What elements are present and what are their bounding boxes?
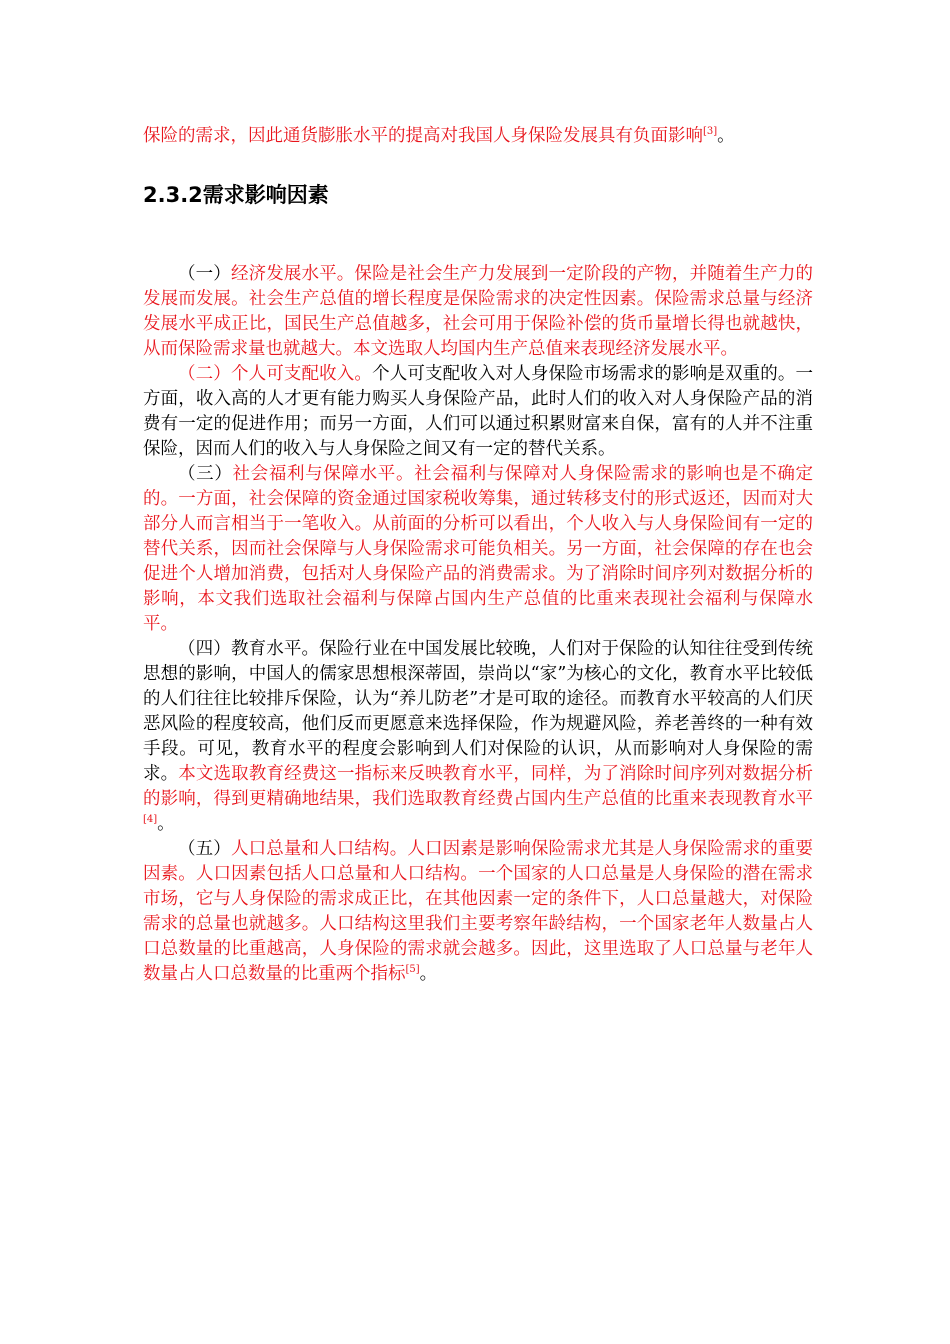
paragraph-text: 人口总量和人口结构。人口因素是影响保险需求尤其是人身保险需求的重要因素。人口因素包括人口总量和人口结构。一个国家的人口总量是人身保险的潜在需求市场，它与人身保险的需求成正比，在其他因素一定的条件下，人口总量越大，对保险需求的总量也就越多。人口结构这里我们主要考察年龄结构，一个国家老年人数量占人口总数量的比重越高，人身保险的需求就会越多。因此，这里选取了人口总量与老年人数量占人口总数量的比重两个指标 <box>143 839 814 984</box>
paragraph-lead: （三） <box>178 464 233 484</box>
paragraph-highlight: 个人可支配收入。 <box>230 364 373 384</box>
paragraph-lead: （一） <box>178 264 231 284</box>
paragraph-income <box>143 362 813 462</box>
paragraph-lead: （二） <box>178 364 231 384</box>
section-title: 需求影响因素 <box>202 183 329 207</box>
section-heading <box>143 180 329 210</box>
paragraph-end: 。 <box>419 964 438 984</box>
paragraph-economy <box>143 262 813 362</box>
paragraph-end: 。 <box>157 814 175 834</box>
paragraph-text: 经济发展水平。保险是社会生产力发展到一定阶段的产物，并随着生产力的发展而发展。社会生产总值的增长程度是保险需求的决定性因素。保险需求总量与经济发展水平成正比，国民生产总值越多，社会可用于保险补偿的货币量增长得也就越快，从而保险需求量也就越大。本文选取人均国内生产总值来表现经济发展水平。 <box>143 264 814 359</box>
paragraph-education <box>143 637 813 837</box>
citation-ref: [5] <box>405 964 420 976</box>
section-body <box>143 262 813 987</box>
paragraph-population <box>143 837 813 987</box>
paragraph-text: 教育水平。保险行业在中国发展比较晚，人们对于保险的认知往往受到传统思想的影响，中国人的儒家思想根深蒂固，崇尚以“家”为核心的文化，教育水平比较低的人们往往比较排斥保险，认为“养儿防老”才是可取的途径。而教育水平较高的人们厌恶风险的程度较高，他们反而更愿意来选择保险，作为规避风险，养老善终的一种有效手段。可见，教育水平的程度会影响到人们对保险的认识，从而影响对人身保险的需求。 <box>143 639 814 784</box>
paragraph-welfare <box>143 462 813 637</box>
paragraph-lead: （五） <box>178 839 231 859</box>
citation-ref: [4] <box>143 814 158 826</box>
intro-line <box>143 124 813 149</box>
paragraph-text: 社会福利与保障水平。社会福利与保障对人身保险需求的影响也是不确定的。一方面，社会保障的资金通过国家税收筹集，通过转移支付的形式返还，因而对大部分人而言相当于一笔收入。从前面的分析可以看出，个人收入与人身保险间有一定的替代关系，因而社会保障与人身保险需求可能负相关。另一方面，社会保障的存在也会促进个人增加消费，包括对人身保险产品的消费需求。为了消除时间序列对数据分析的影响，本文我们选取社会福利与保障占国内生产总值的比重来表现社会福利与保障水平。 <box>143 464 814 634</box>
citation-ref: [3] <box>703 126 718 138</box>
paragraph-text: 个人可支配收入对人身保险市场需求的影响是双重的。一方面，收入高的人才更有能力购买人身保险产品，此时人们的收入对人身保险产品的消费有一定的促进作用；而另一方面，人们可以通过积累财富来自保，富有的人并不注重保险，因而人们的收入与人身保险之间又有一定的替代关系。 <box>143 364 814 459</box>
intro-text: 保险的需求，因此通货膨胀水平的提高对我国人身保险发展具有负面影响 <box>143 126 703 146</box>
section-number: 2.3.2 <box>143 183 203 207</box>
intro-end: 。 <box>717 126 735 146</box>
paragraph-highlight: 本文选取教育经费这一指标来反映教育水平，同样，为了消除时间序列对数据分析的影响，得到更精确地结果，我们选取教育经费占国内生产总值的比重来表现教育水平 <box>143 764 814 809</box>
paragraph-lead: （四） <box>178 639 231 659</box>
